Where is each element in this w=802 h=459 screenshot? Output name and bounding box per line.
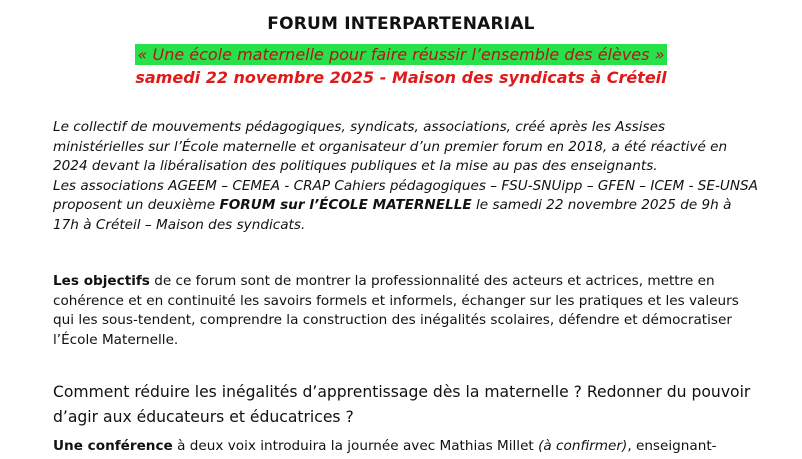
conference-text: à deux voix introduira la journée avec Mathias Millet bbox=[172, 438, 539, 454]
forum-name-bold: FORUM sur l’ÉCOLE MATERNELLE bbox=[219, 197, 472, 214]
objectives-paragraph bbox=[53, 272, 763, 350]
intro-paragraph-1: Le collectif de mouvements pédagogiques, syndicats, associations, créé après les Assises ministérielles sur l’École maternelle et organisateur d’un premier forum en 2018, a été réactivé en 2024 devant la libéralisation des politiques publiques et la mise au pas des enseignants. bbox=[53, 119, 728, 175]
objectives-text: de ce forum sont de montrer la professionnalité des acteurs et actrices, mettre en cohérence et en continuité les savoirs formels et informels, échanger sur les pratiques et les valeurs qui les sous-tendent, comprendre la construction des inégalités scolaires, défendre et démocratiser l’École Maternelle. bbox=[53, 273, 739, 348]
intro-p2-tail: le samedi 22 novembre 2025 de 9h à 17h à Créteil – Maison des syndicats. bbox=[53, 197, 732, 233]
subtitle-container bbox=[0, 45, 802, 64]
conference-paragraph bbox=[53, 437, 773, 457]
page-title: FORUM INTERPARTENARIAL bbox=[267, 14, 535, 34]
conference-note: (à confirmer) bbox=[538, 438, 628, 454]
intro-paragraph-2 bbox=[53, 177, 759, 236]
key-question: Comment réduire les inégalités d’apprentissage dès la maternelle ? Redonner du pouvoir d’agir aux éducateurs et éducatrices ? bbox=[53, 383, 751, 426]
intro-section bbox=[53, 118, 759, 236]
objectives-lead: Les objectifs bbox=[53, 273, 150, 289]
conference-tail: , enseignant- bbox=[627, 438, 717, 454]
conference-lead: Une conférence bbox=[53, 438, 173, 454]
highlighted-subtitle: « Une école maternelle pour faire réussir l’ensemble des élèves » bbox=[135, 44, 668, 65]
intro-p2-text: Les associations AGEEM – CEMEA - CRAP Cahiers pédagogiques – FSU-SNUipp – GFEN – ICEM - SE-UNSA proposent un deuxième bbox=[53, 177, 758, 214]
event-dateline: samedi 22 novembre 2025 - Maison des syndicats à Créteil bbox=[135, 68, 667, 87]
